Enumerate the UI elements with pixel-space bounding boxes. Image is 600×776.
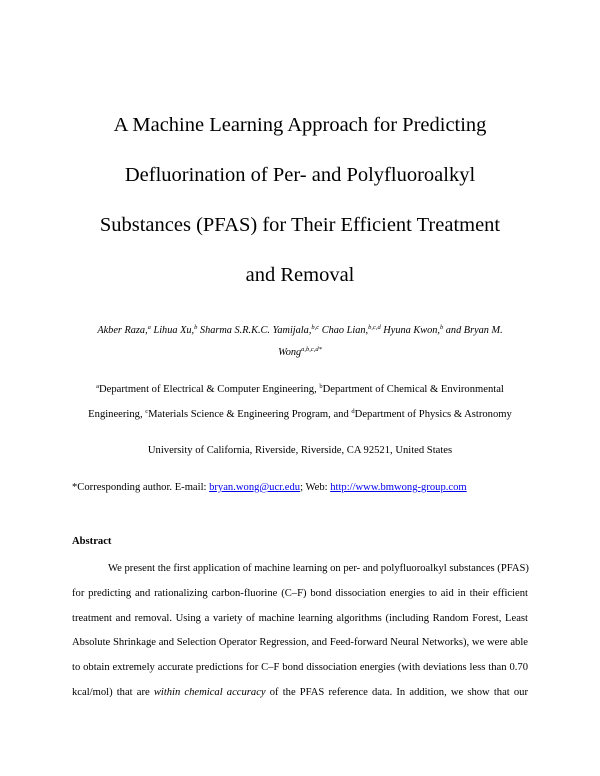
abstract-text: kcal/mol) that are [72, 686, 154, 698]
author-line [60, 320, 540, 342]
institution-address: University of California, Riverside, Riverside, CA 92521, United States [147, 445, 453, 456]
author-affil-mark: b,c,d [368, 324, 381, 331]
affiliations [40, 378, 560, 427]
author-affil-mark: b [194, 324, 198, 331]
abstract-line [72, 681, 528, 706]
affil-text: Engineering, [88, 408, 146, 420]
author-affil-mark: b [439, 324, 444, 331]
author-affil-mark: a [147, 324, 151, 331]
abstract-line: treatment and removal. Using a variety of machine learning algorithms (including Random Forest, Least [72, 612, 528, 624]
abstract-text: of the PFAS reference data. In addition, we show that our [265, 686, 528, 698]
title-line: Substances (PFAS) for Their Efficient Treatment [99, 214, 501, 236]
author-name: Chao Lian, [319, 325, 369, 336]
abstract-heading: Abstract [72, 536, 112, 547]
author-list [60, 320, 540, 364]
abstract-line: Absolute Shrinkage and Selection Operator Regression, and Feed-forward Neural Networks), we were able [72, 637, 528, 649]
title-line: and Removal [245, 264, 355, 286]
author-affil-mark: a,b,c,d* [301, 346, 322, 353]
affil-text: Materials Science & Engineering Program, and [148, 408, 352, 420]
affil-mark: d [351, 407, 355, 415]
corr-web-label: ; Web: [300, 482, 331, 493]
author-name: Wong [278, 347, 302, 358]
affil-mark: a [96, 383, 100, 390]
email-link[interactable]: bryan.wong@ucr.edu [209, 482, 301, 493]
affil-text: Department of Chemical & Environmental [322, 384, 504, 395]
affil-mark: b [319, 383, 323, 390]
affil-text: Department of Physics & Astronomy [354, 408, 512, 420]
abstract-body [72, 557, 528, 706]
title-line: Defluorination of Per- and Polyfluoroalkyl [124, 164, 476, 186]
website-link[interactable]: http://www.bmwong-group.com [330, 482, 467, 493]
abstract-line: for predicting and rationalizing carbon-fluorine (C–F) bond dissociation energies to aid in their efficient [72, 587, 528, 599]
author-affil-mark: b,c [311, 324, 320, 331]
author-name: and Bryan M. [443, 325, 503, 336]
author-line [60, 342, 540, 364]
affil-mark: c [145, 407, 149, 415]
affiliation-line [40, 378, 560, 403]
author-name: Akber Raza, [97, 325, 148, 336]
abstract-line: to obtain extremely accurate predictions for C–F bond dissociation energies (with deviations less than 0.70 [72, 662, 528, 674]
author-name: Sharma S.R.K.C. Yamijala, [197, 325, 312, 336]
abstract-line: We present the first application of machine learning on per- and polyfluoroalkyl substances (PFAS) [108, 563, 529, 574]
corr-label: *Corresponding author. E-mail: [72, 482, 210, 493]
author-name: Lihua Xu, [150, 325, 195, 336]
author-name: Hyuna Kwon, [380, 325, 440, 336]
corresponding-author [72, 478, 467, 498]
paper-title [60, 100, 540, 300]
abstract-emphasis: within chemical accuracy [153, 686, 266, 698]
affiliation-line [40, 403, 560, 428]
affil-text: Department of Electrical & Computer Engineering, [99, 384, 320, 395]
title-line: A Machine Learning Approach for Predicting [113, 114, 487, 136]
